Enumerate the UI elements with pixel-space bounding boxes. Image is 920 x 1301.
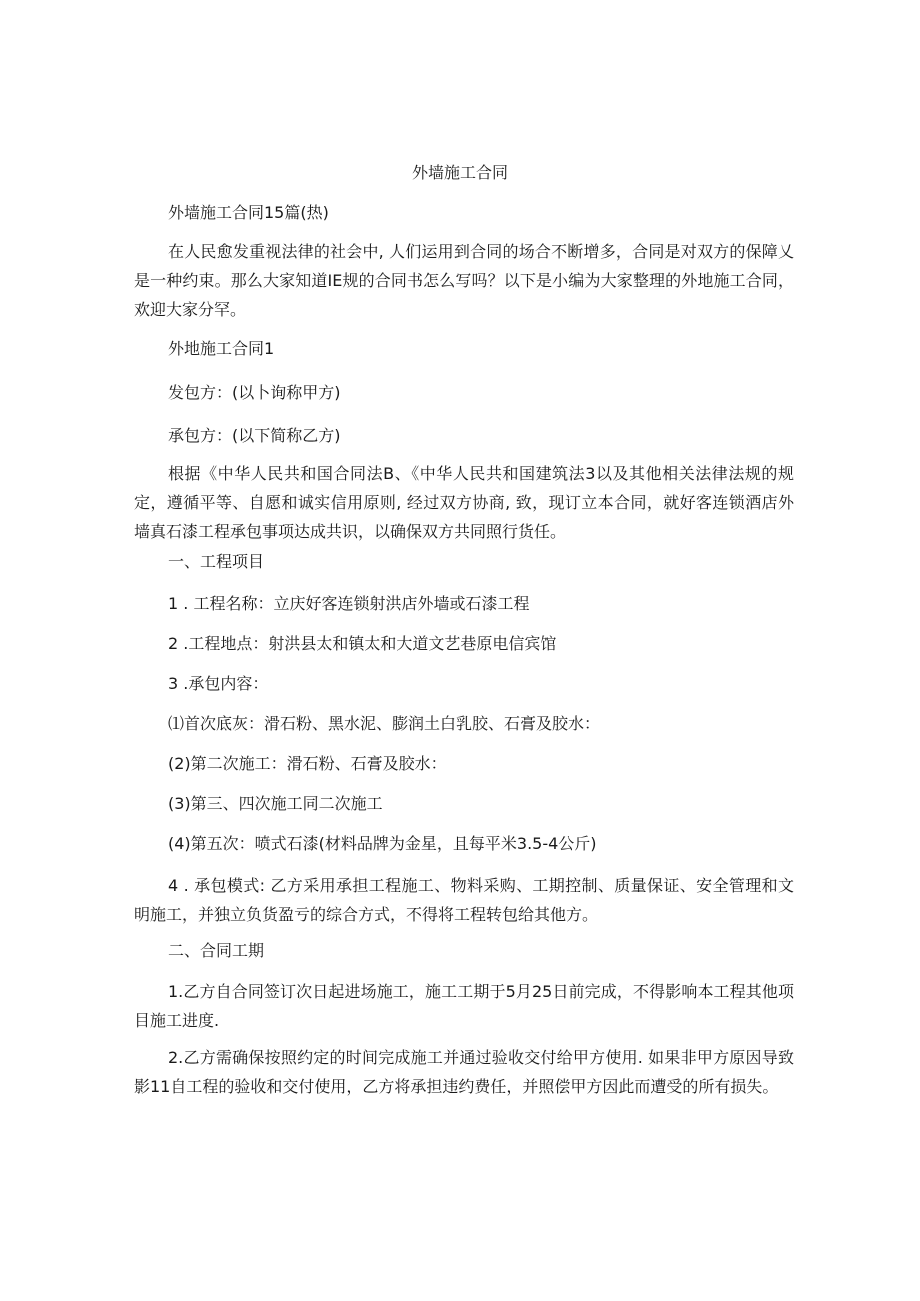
document-subtitle: 外墙施工合同15篇(热) bbox=[168, 203, 329, 222]
sub-item-two: (2)第二次施工：滑石粉、石膏及胶水： bbox=[168, 754, 447, 773]
item-two: 2 .工程地点：射洪县太和镇太和大道文艺巷原电信宾馆 bbox=[168, 634, 557, 653]
part-two-heading: 二、合同工期 bbox=[168, 941, 265, 960]
intro-paragraph: 在人民愈发重视法律的社会中, 人们运用到合同的场合不断增多，合同是对双方的保障乂是一种约束。那么大家知道IE规的合同书怎么写吗？以下是小编为大家整理的外地施工合同，欢迎大家分罕。 bbox=[134, 242, 794, 319]
sub-item-three: (3)第三、四次施工同二次施工 bbox=[168, 794, 383, 813]
party-b-line: 承包方：(以下简称乙方) bbox=[168, 426, 341, 445]
item-one: 1 . 工程名称：立庆好客连锁射洪店外墙或石漆工程 bbox=[168, 594, 530, 613]
document-title: 外墙施工合同 bbox=[411, 163, 508, 182]
item-three: 3 .承包内容： bbox=[168, 674, 269, 693]
sub-item-one: ⑴首次底灰：滑石粉、黑水泥、膨润土白乳胶、石膏及胶水： bbox=[168, 714, 601, 733]
section-heading: 外地施工合同1 bbox=[168, 339, 275, 358]
part-one-heading: 一、工程项目 bbox=[168, 552, 265, 571]
term-one: 1.乙方自合同签订次日起进场施工，施工工期于5月25日前完成，不得影响本工程其他项目施工进度. bbox=[134, 982, 794, 1030]
item-four: 4 . 承包模式: 乙方采用承担工程施工、物料采购、工期控制、质量保证、安全管理和文明施工，并独立负货盈亏的综合方式，不得将工程转包给其他方。 bbox=[134, 876, 794, 924]
sub-item-four: (4)第五次：喷式石漆(材料品牌为金星，且每平米3.5-4公斤) bbox=[168, 834, 597, 853]
party-a-line: 发包方：(以卜询称甲方) bbox=[168, 383, 341, 402]
term-two: 2.乙方需确保按照约定的时间完成施工并通过验收交付给甲方使用. 如果非甲方原因导致影11自工程的验收和交付使用，乙方将承担违约费任，并照偿甲方因此而遭受的所有损失。 bbox=[134, 1048, 794, 1096]
preamble-paragraph: 根据《中华人民共和国合同法B、《中华人民共和国建筑法3以及其他相关法律法规的规定，遵循平等、自愿和诚实信用原则, 经过双方协商, 致，现订立本合同，就好客连锁酒店外墙真石漆工程承包事项达成共识，以确保双方共同照行货任。 bbox=[134, 464, 794, 541]
